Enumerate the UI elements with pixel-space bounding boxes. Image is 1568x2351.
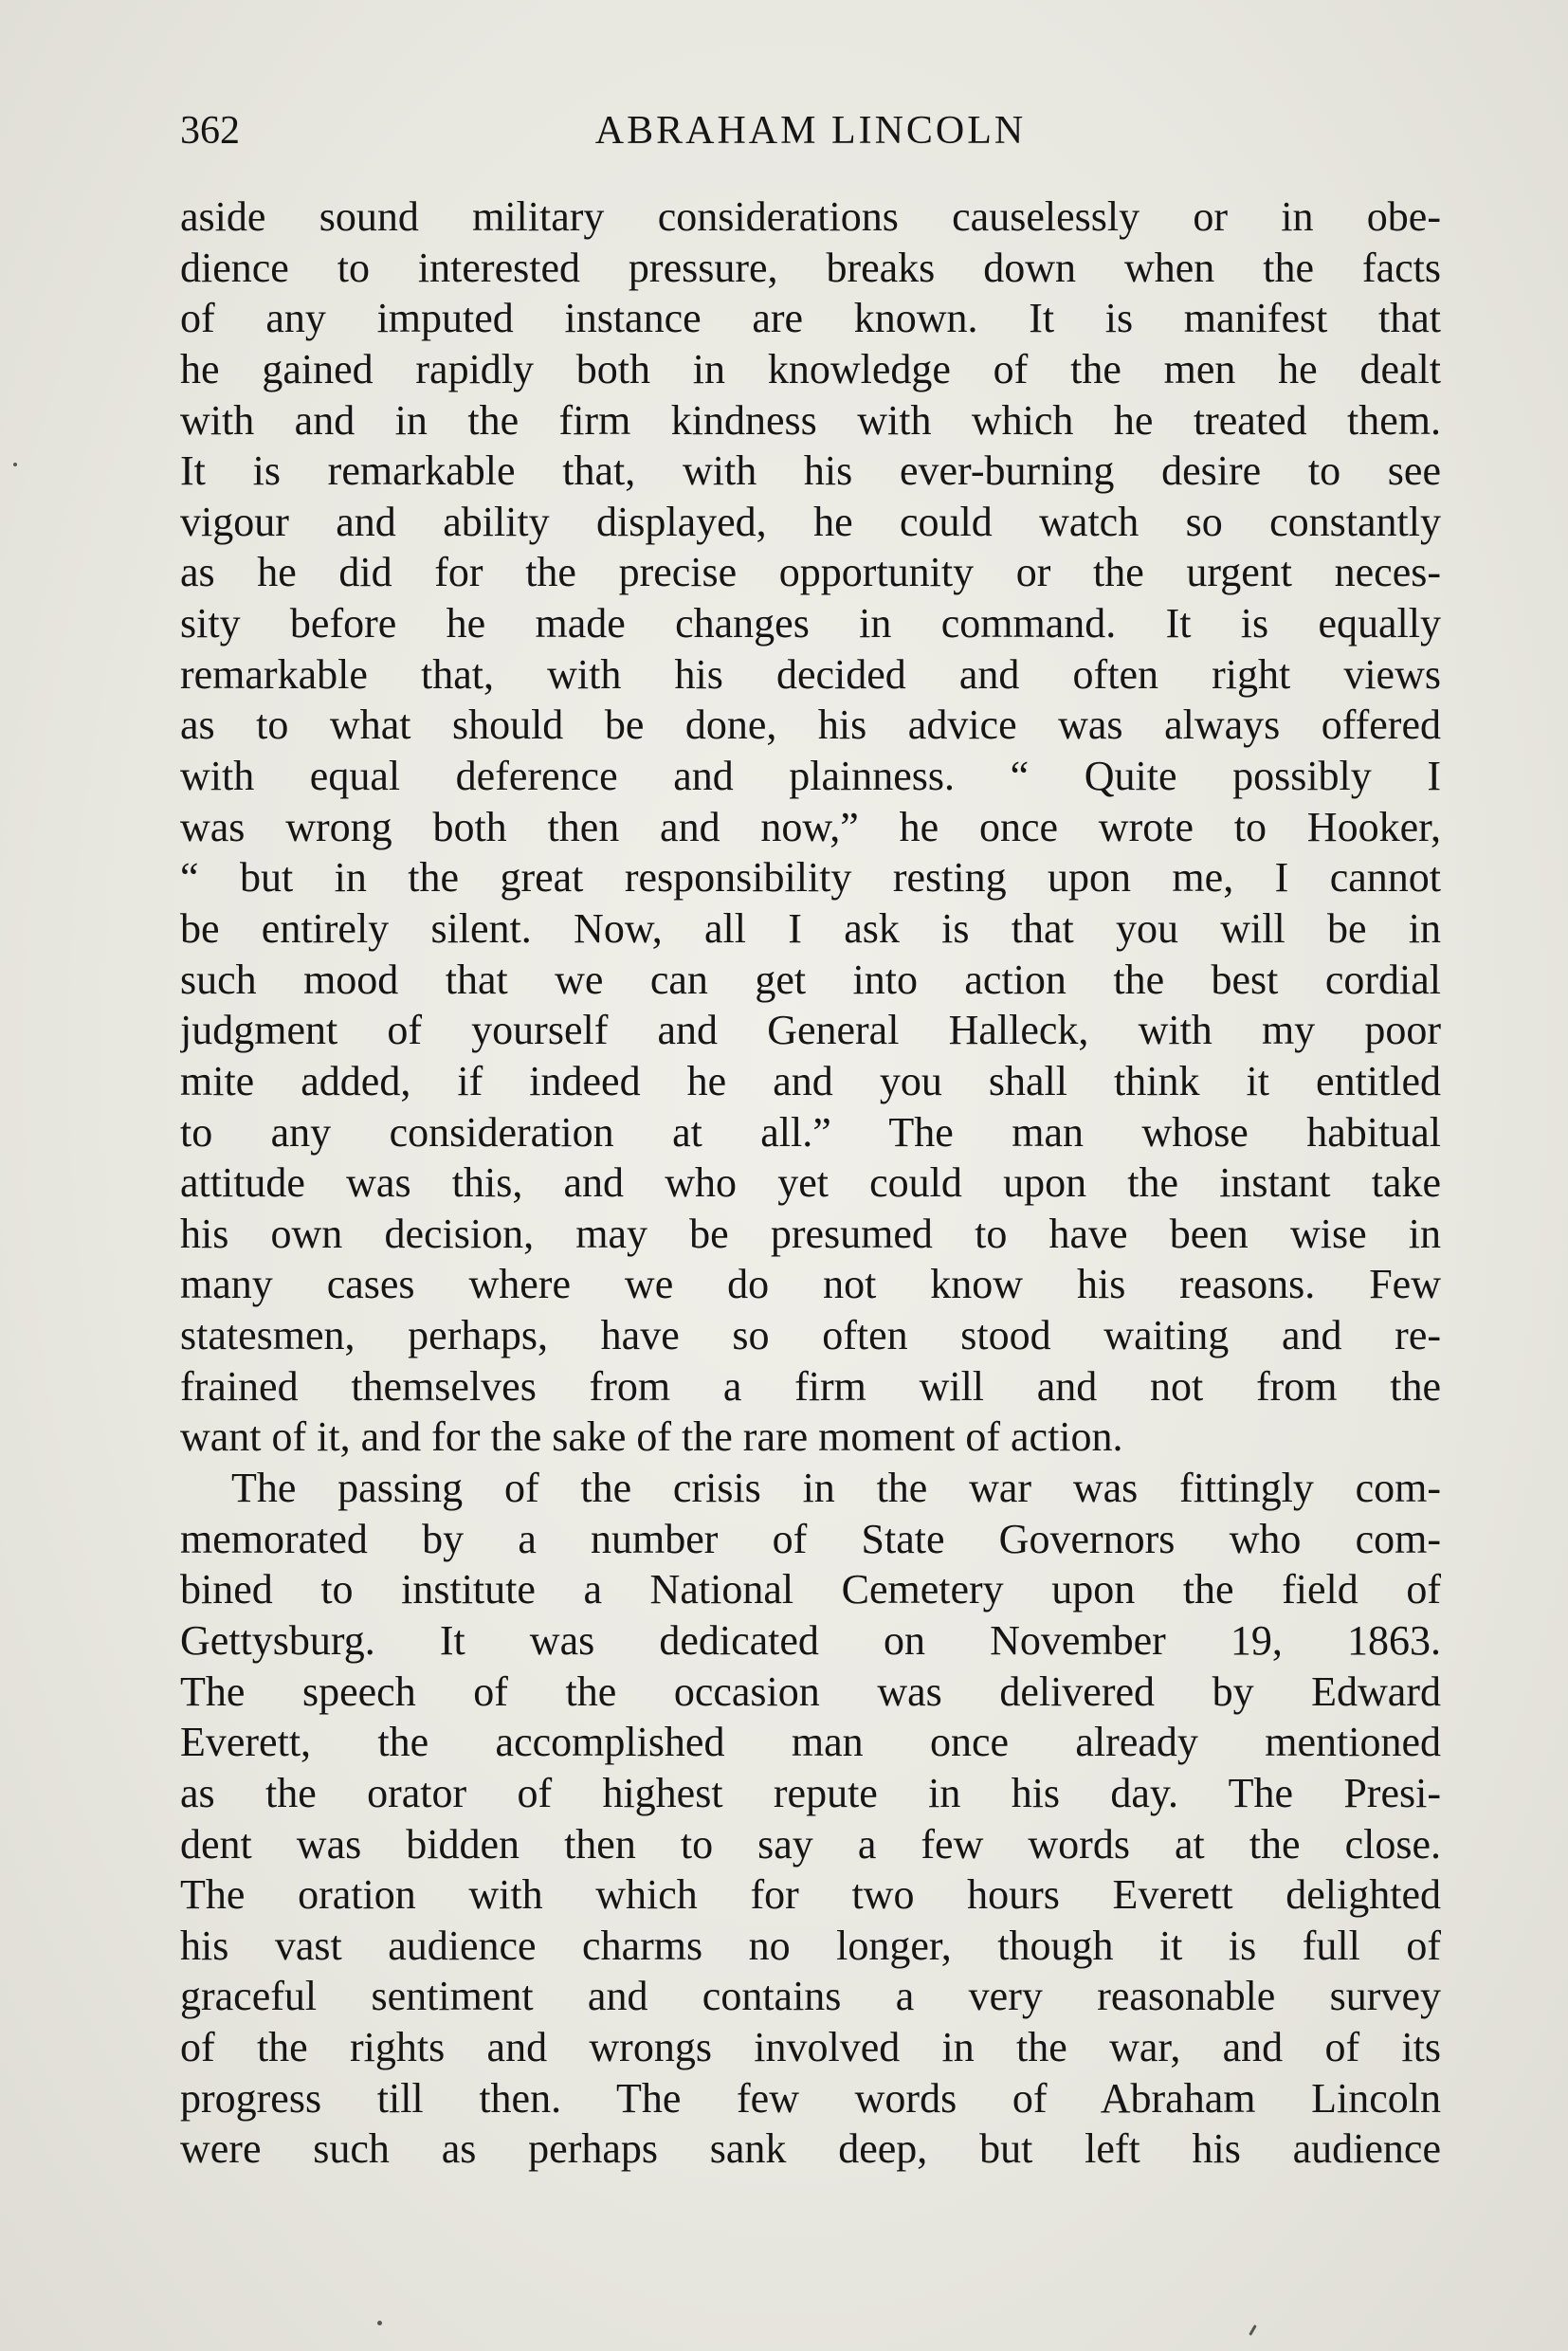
text-line: dent was bidden then to say a few words at the close.	[180, 1820, 1441, 1868]
text-line: such mood that we can get into action the best cordial	[180, 956, 1441, 1003]
text-line: “ but in the great responsibility resting upon me, I cannot	[180, 854, 1441, 902]
text-line: mite added, if indeed he and you shall think it entitled	[180, 1057, 1441, 1104]
text-line: The speech of the occasion was delivered by Edward	[180, 1668, 1441, 1715]
text-line: he gained rapidly both in knowledge of the men he dealt	[180, 345, 1441, 392]
text-line: of any imputed instance are known. It is manifest that	[180, 295, 1441, 342]
text-line: aside sound military considerations causelessly or in obe-	[180, 193, 1441, 240]
paper-speck	[1249, 2324, 1257, 2336]
text-line: his vast audience charms no longer, though it is full of	[180, 1922, 1441, 1969]
text-line: were such as perhaps sank deep, but left his audience	[180, 2125, 1441, 2173]
text-line: bined to institute a National Cemetery upon the field of	[180, 1566, 1441, 1613]
text-line: dience to interested pressure, breaks down when the facts	[180, 244, 1441, 291]
running-title: ABRAHAM LINCOLN	[594, 109, 1027, 153]
text-line: with equal deference and plainness. “ Quite possibly I	[180, 753, 1441, 800]
page-number: 362	[180, 109, 240, 153]
text-line: It is remarkable that, with his ever-burning desire to see	[180, 447, 1441, 495]
paragraph-start-line: The passing of the crisis in the war was fittingly com-	[231, 1465, 1441, 1512]
text-line: as the orator of highest repute in his day. The Presi-	[180, 1769, 1441, 1816]
text-line: his own decision, may be presumed to have been wise in	[180, 1210, 1441, 1257]
text-line: was wrong both then and now,” he once wrote to Hooker,	[180, 803, 1441, 850]
text-line: frained themselves from a firm will and not from the	[180, 1362, 1441, 1410]
text-line: The oration with which for two hours Everett delighted	[180, 1871, 1441, 1919]
text-line: Gettysburg. It was dedicated on November 19, 1863.	[180, 1616, 1441, 1664]
text-line: vigour and ability displayed, he could watch so constantly	[180, 498, 1441, 545]
body-text	[180, 191, 1441, 2175]
text-line: of the rights and wrongs involved in the war, and of its	[180, 2024, 1441, 2071]
paper-speck	[13, 463, 17, 466]
text-line: as he did for the precise opportunity or the urgent neces-	[180, 549, 1441, 596]
text-line: to any consideration at all.” The man whose habitual	[180, 1108, 1441, 1156]
paper-speck	[377, 2321, 382, 2325]
running-head	[180, 102, 1441, 159]
text-line: be entirely silent. Now, all I ask is that you will be in	[180, 904, 1441, 952]
text-line: judgment of yourself and General Halleck, with my poor	[180, 1007, 1441, 1054]
text-line: statesmen, perhaps, have so often stood waiting and re-	[180, 1312, 1441, 1359]
text-line: as to what should be done, his advice was always offered	[180, 702, 1441, 749]
text-line: remarkable that, with his decided and often right views	[180, 650, 1441, 698]
text-line: many cases where we do not know his reasons. Few	[180, 1261, 1441, 1308]
text-line: attitude was this, and who yet could upon the instant take	[180, 1159, 1441, 1207]
text-line: Everett, the accomplished man once already mentioned	[180, 1719, 1441, 1766]
text-line: memorated by a number of State Governors who com-	[180, 1515, 1441, 1562]
text-line: want of it, and for the sake of the rare moment of action.	[180, 1413, 1123, 1461]
text-line: sity before he made changes in command. It is equally	[180, 600, 1441, 647]
text-line: progress till then. The few words of Abraham Lincoln	[180, 2074, 1441, 2122]
text-line: graceful sentiment and contains a very reasonable survey	[180, 1973, 1441, 2020]
text-line: with and in the firm kindness with which he treated them.	[180, 396, 1441, 444]
